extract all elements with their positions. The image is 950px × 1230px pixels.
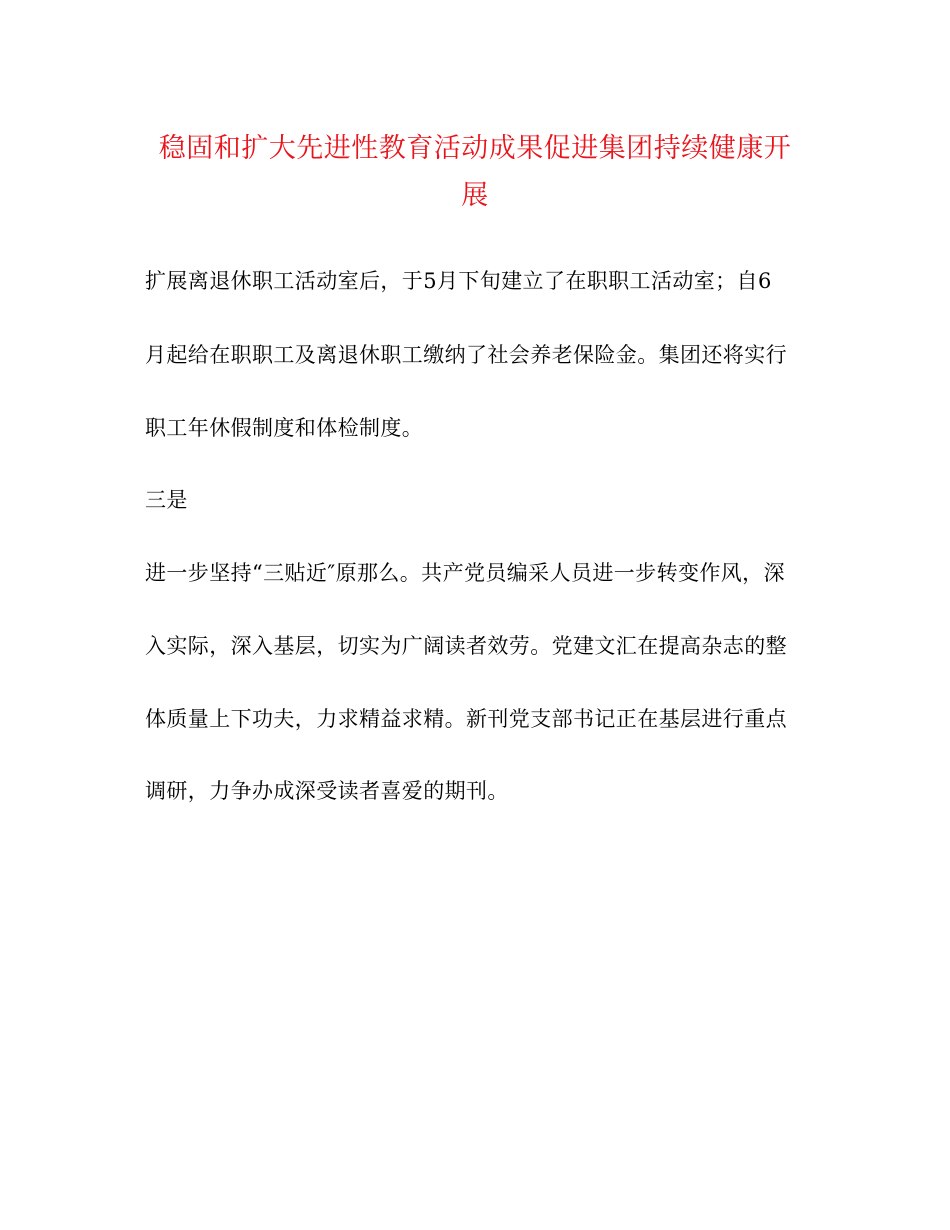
body-text-line-8: 调研，力争办成深受读者喜爱的期刊。	[145, 779, 509, 803]
body-text-line-7: 体质量上下功夫，力求精益求精。新刊党支部书记正在基层进行重点	[145, 707, 787, 731]
body-text-line-6: 入实际，深入基层，切实为广阔读者效劳。党建文汇在提高杂志的整	[145, 634, 787, 658]
body-text-line-5: 进一步坚持“三贴近″原那么。共产党员编采人员进一步转变作风，深	[145, 561, 785, 585]
document-title-line-1: 稳固和扩大先进性教育活动成果促进集团持续健康开	[158, 133, 792, 164]
body-text-line-3: 职工年休假制度和体检制度。	[145, 416, 424, 440]
section-heading-san-shi: 三是	[145, 488, 188, 512]
body-text-line-2: 月起给在职职工及离退休职工缴纳了社会养老保险金。集团还将实行	[145, 343, 787, 367]
body-text-line-1: 扩展离退休职工活动室后，于5月下旬建立了在职职工活动室；自6	[145, 269, 772, 293]
document-title-line-2: 展	[461, 180, 489, 211]
